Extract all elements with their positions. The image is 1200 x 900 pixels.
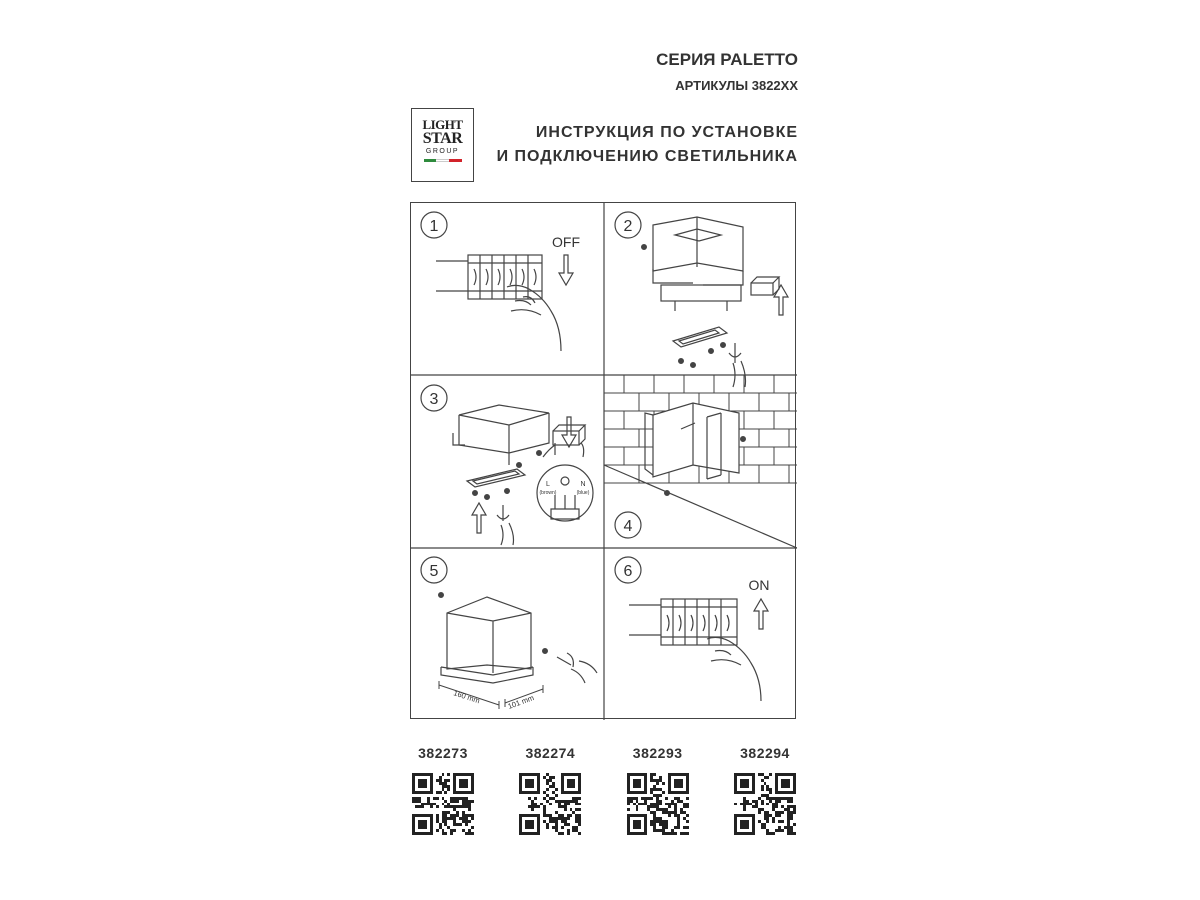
lamp-on-wall-icon [645,403,745,495]
mounting-plate-icon [673,327,727,347]
step-3-panel [421,385,593,545]
dimension-lines [439,681,543,711]
wire-n-color: (blue) [576,490,590,496]
qr-code-row [408,745,800,835]
series-title: СЕРИЯ PALETTO [656,50,798,69]
step-5-panel [421,557,597,711]
step-4-panel [604,375,797,548]
logo-line-1: LIGHT [422,117,463,132]
arrow-down-icon [559,255,573,285]
title-line-2: И ПОДКЛЮЧЕНИЮ СВЕТИЛЬНИКА [496,148,798,165]
qr-article-number: 382294 [740,745,790,761]
dimension-width: 160 mm [452,688,481,706]
mounting-plate-icon [467,469,525,487]
dimension-depth: 101 mm [506,693,536,711]
qr-code-icon[interactable] [519,773,581,835]
breaker-panel-icon [436,255,542,299]
step-4-number: 4 [623,518,633,535]
lightstar-logo [411,108,474,182]
screws-icon [642,245,726,368]
qr-code-icon[interactable] [412,773,474,835]
wire-l-color: (brown) [539,490,557,496]
step-6-number: 6 [623,563,633,580]
wire-n-label: N [580,481,586,488]
hand-icon [507,285,561,351]
title-line-1: ИНСТРУКЦИЯ ПО УСТАНОВКЕ [535,124,798,141]
step-2-number: 2 [623,218,633,235]
step-1-number: 1 [429,218,439,235]
italian-flag-icon [424,159,462,162]
qr-item [408,745,478,835]
wiring-detail-icon [537,465,593,521]
screwdriver-hand-icon [497,505,514,545]
instruction-title [490,121,798,169]
arrow-down-icon [562,417,576,447]
article-range: АРТИКУЛЫ 3822XX [675,78,798,93]
qr-article-number: 382293 [632,745,683,761]
mounted-lamp-icon [439,593,548,683]
wire-l-label: L [546,481,550,488]
arrow-up-icon [774,285,788,315]
screwdriver-hand-icon [729,343,746,387]
qr-code-icon[interactable] [734,773,796,835]
step-2-panel [615,212,788,387]
step-5-number: 5 [429,563,439,580]
qr-item [515,745,585,835]
logo-line-3: GROUP [425,148,460,155]
qr-item [623,745,693,835]
hand-icon [707,637,761,701]
lamp-body-icon [453,405,555,465]
instruction-steps-grid [410,202,796,719]
step-6-on-label: ON [748,577,770,593]
screws-icon [473,451,542,500]
step-1-off-label: OFF [552,234,580,250]
arrow-up-icon [754,599,768,629]
step-3-number: 3 [429,391,439,408]
step-6-panel [615,557,770,701]
lamp-body-icon [653,217,743,311]
screwdriver-hand-icon [557,653,597,683]
logo-line-2: STAR [422,130,463,147]
qr-article-number: 382274 [525,745,576,761]
junction-box-icon [751,277,779,295]
arrow-up-icon [472,503,486,533]
step-1-panel [421,212,580,351]
qr-item [730,745,800,835]
qr-code-icon[interactable] [627,773,689,835]
qr-article-number: 382273 [418,745,468,761]
